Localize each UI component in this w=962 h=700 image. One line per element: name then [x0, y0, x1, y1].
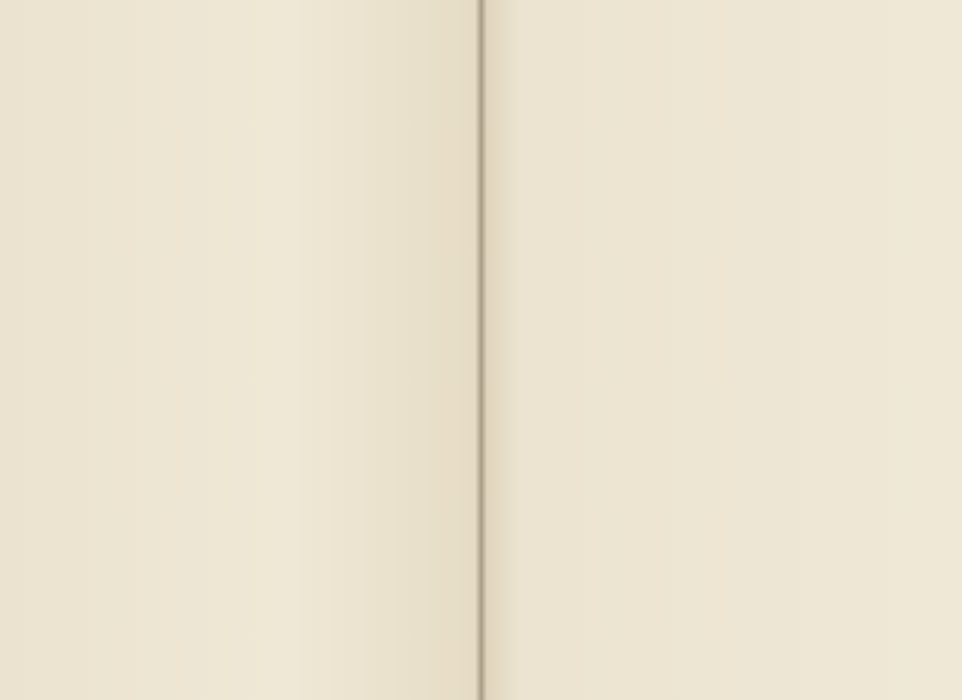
book-gutter: [475, 0, 487, 700]
right-page: [481, 0, 962, 700]
